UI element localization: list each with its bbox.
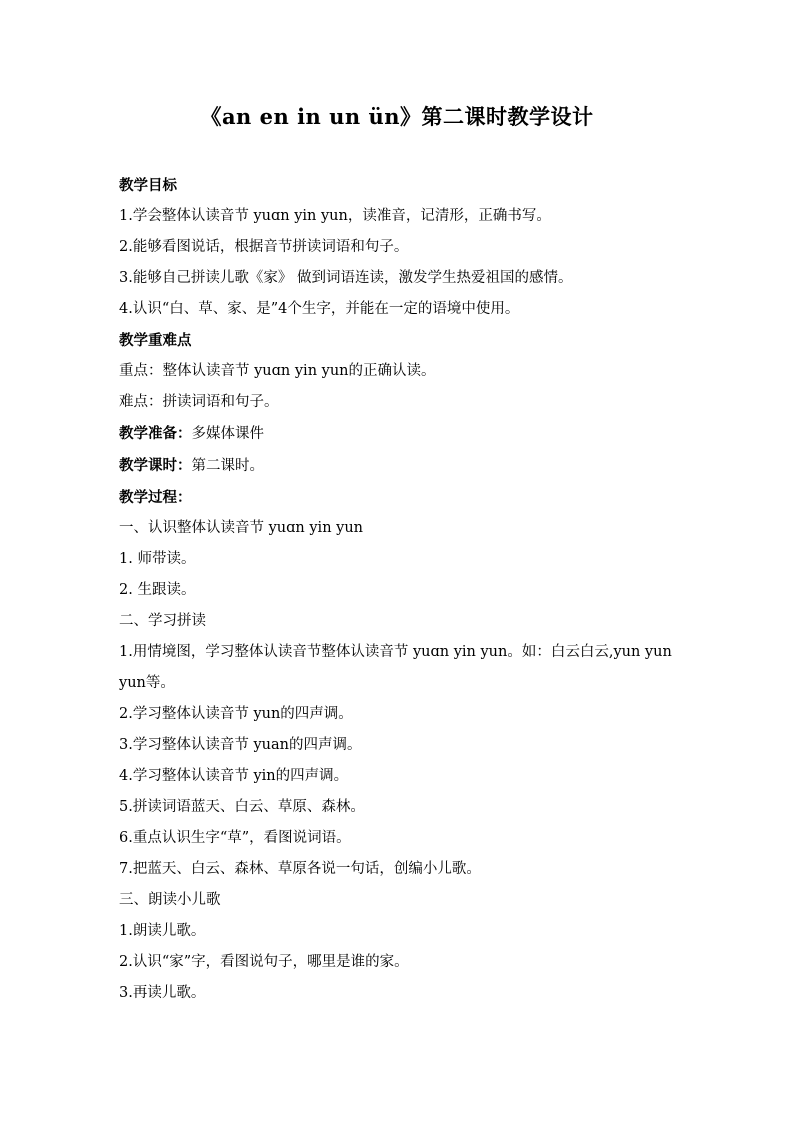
part2-item-2: 2.学习整体认读音节 yun的四声调。: [119, 706, 353, 722]
part1-title: 一、认识整体认读音节 yuɑn yin yun: [119, 520, 364, 536]
part3-item-2: 2.认识“家”字，看图说句子，哪里是谁的家。: [119, 954, 409, 970]
part1-item-2: 2. 生跟读。: [119, 582, 196, 598]
part2-item-7: 7.把蓝天、白云、森林、草原各说一句话，创编小儿歌。: [119, 861, 481, 877]
goal-item-4: 4.认识“白、草、家、是”4个生字，并能在一定的语境中使用。: [119, 301, 520, 317]
document-title: 《an en in un ün》第二课时教学设计: [200, 104, 594, 129]
period-line: [119, 450, 679, 482]
part3-item-1: 1.朗读儿歌。: [119, 923, 206, 939]
goal-item-1: 1.学会整体认读音节 yuɑn yin yun，读准音，记清形，正确书写。: [119, 208, 551, 224]
goal-item-2: 2.能够看图说话，根据音节拼读词语和句子。: [119, 239, 409, 255]
part2-title: 二、学习拼读: [119, 613, 206, 629]
period-value: 第二课时。: [191, 458, 264, 474]
part2-item-3: 3.学习整体认读音节 yuan的四声调。: [119, 737, 362, 753]
part2-item-1: 1.用情境图，学习整体认读音节整体认读音节 yuɑn yin yun。如：白云白云,yun yun yun等。: [119, 644, 672, 691]
goal-item-3: 3.能够自己拼读儿歌《家》 做到词语连读，激发学生热爱祖国的感情。: [119, 270, 573, 286]
key-point: 重点：整体认读音节 yuɑn yin yun的正确认读。: [119, 363, 436, 379]
preparation-value: 多媒体课件: [191, 426, 264, 442]
part1-item-1: 1. 师带读。: [119, 551, 196, 567]
section-heading-goals: 教学目标: [119, 177, 177, 194]
preparation-line: [119, 418, 679, 450]
part3-title: 三、朗读小儿歌: [119, 892, 221, 908]
part2-item-6: 6.重点认识生字“草”，看图说词语。: [119, 830, 351, 846]
period-label: 教学课时：: [119, 457, 192, 474]
document-body: [119, 170, 679, 1009]
process-heading: 教学过程：: [119, 489, 192, 506]
part3-item-3: 3.再读儿歌。: [119, 985, 206, 1001]
part2-item-4: 4.学习整体认读音节 yin的四声调。: [119, 768, 349, 784]
preparation-label: 教学准备：: [119, 425, 192, 442]
part2-item-5: 5.拼读词语蓝天、白云、草原、森林。: [119, 799, 365, 815]
section-heading-key-points: 教学重难点: [119, 332, 192, 349]
difficult-point: 难点：拼读词语和句子。: [119, 394, 279, 410]
